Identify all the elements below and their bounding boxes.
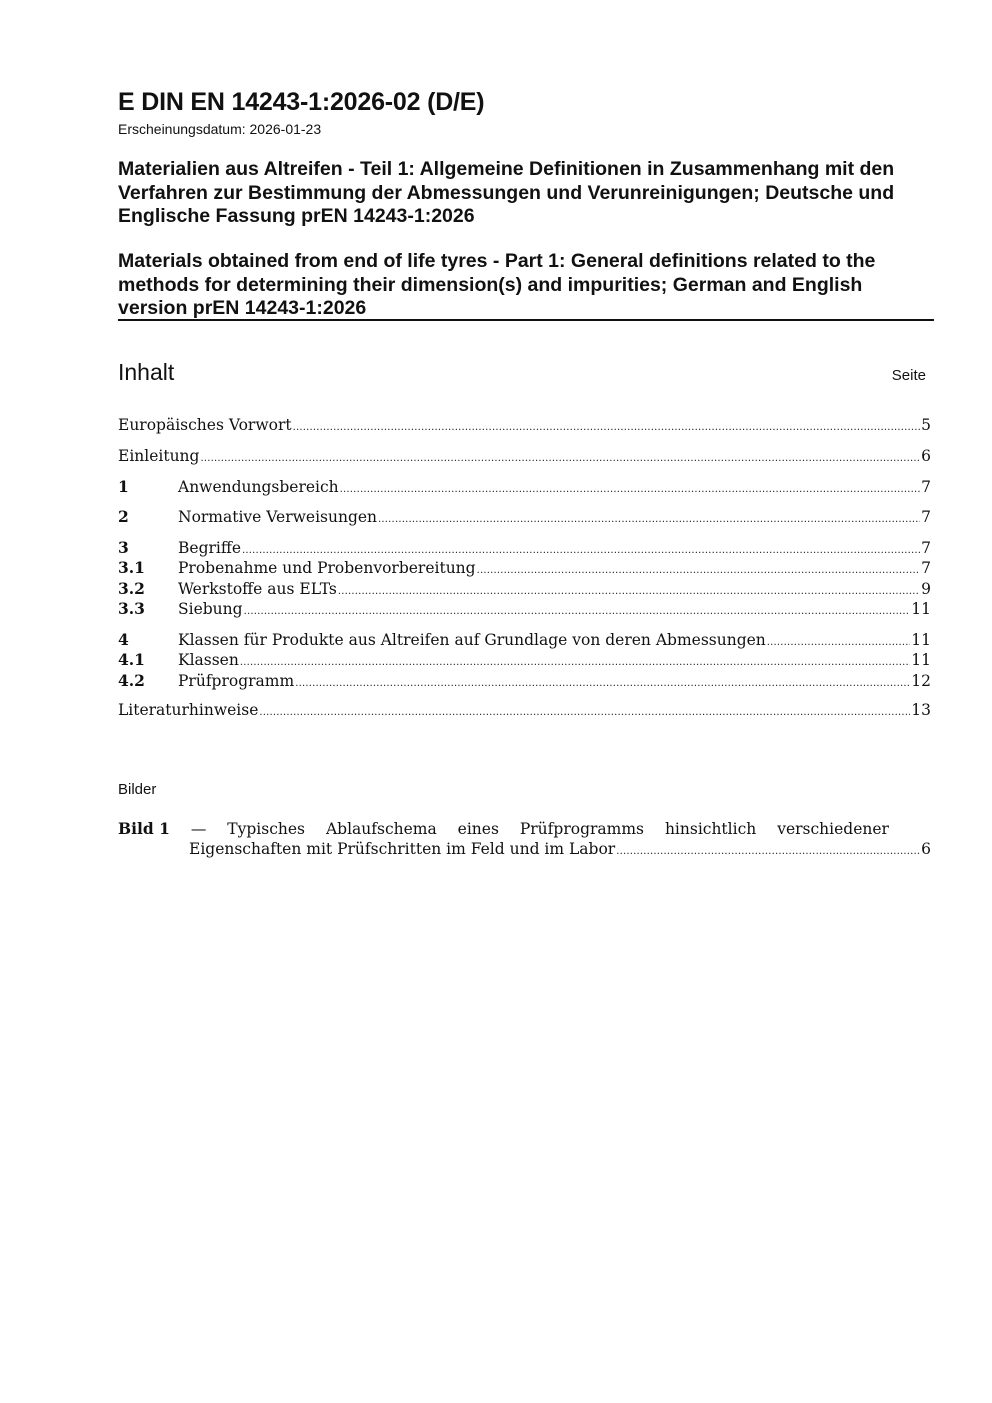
figures-heading: Bilder [118,781,157,798]
figure-caption-word: Prüfprogramms [519,820,644,838]
figure-leader-dots [616,847,920,857]
toc-leader-dots [378,515,920,525]
toc-entry-page: 7 [921,559,931,577]
toc-entry[interactable] [118,579,931,601]
figure-caption-word: Typisches [227,820,306,838]
figure-caption-word: eines [457,820,499,838]
toc-leader-dots [338,587,920,597]
toc-entry[interactable] [118,507,931,529]
toc-entry[interactable] [118,558,931,580]
toc-leader-dots [244,607,911,617]
toc-entry-title: Klassen [178,651,239,669]
title-german: Materialien aus Altreifen - Teil 1: Allgemeine Definitionen in Zusammenhang mit den Verfahren zur Bestimmung der Abmessungen und Verunreinigungen; Deutsche und Englische Fassung prEN 14243-1:2026 [118,158,895,227]
toc-entry-title: Siebung [178,600,243,618]
figure-caption-line: Eigenschaften mit Prüfschritten im Feld und im Labor [189,840,616,858]
figure-entry[interactable] [118,819,889,841]
toc-leader-dots [200,454,920,464]
toc-entry[interactable] [118,477,931,499]
toc-entry-page: 11 [911,631,931,649]
toc-entry-number: 3.2 [118,579,145,598]
toc-entry-title: Klassen für Produkte aus Altreifen auf Grundlage von deren Abmessungen [178,631,766,649]
toc-entry[interactable] [118,538,931,560]
toc-heading: Inhalt [118,359,175,385]
toc-entry-page: 13 [911,701,931,719]
toc-entry-number: 2 [118,507,129,526]
title-english: Materials obtained from end of life tyres - Part 1: General definitions related to the methods for determining their dimension(s) and impurities; German and English version prEN 14243-1:2026 [118,250,876,319]
toc-entry[interactable] [118,416,931,438]
toc-entry[interactable] [118,671,931,693]
toc-leader-dots [240,658,910,668]
figure-page: 6 [921,840,931,858]
toc-entry-number: 4.2 [118,671,145,690]
toc-entry-page: 5 [921,416,931,434]
toc-entry-number: 3.3 [118,599,145,618]
toc-entry-number: 1 [118,477,129,496]
toc-entry-page: 12 [911,672,931,690]
toc-entry-page: 7 [921,539,931,557]
toc-leader-dots [477,566,921,576]
toc-leader-dots [293,423,921,433]
toc-leader-dots [242,546,920,556]
toc-entry-page: 7 [921,508,931,526]
toc-entry[interactable] [118,650,931,672]
figure-caption-word: Ablaufschema [325,820,437,838]
toc-page-heading: Seite [891,367,926,384]
figure-caption-word: hinsichtlich [664,820,757,838]
figure-entry-continuation[interactable] [189,840,931,862]
toc-entry[interactable] [118,599,931,621]
toc-entry-title: Prüfprogramm [178,672,295,690]
toc-entry-title: Normative Verweisungen [178,508,378,526]
toc-entry[interactable] [118,630,931,652]
toc-entry-page: 11 [911,651,931,669]
publication-date: Erscheinungsdatum: 2026-01-23 [118,121,322,137]
figure-label: Bild 1 [118,819,170,838]
toc-entry-page: 6 [921,447,931,465]
toc-entry-page: 11 [911,600,931,618]
toc-entry-number: 4 [118,630,129,649]
toc-entry-title: Europäisches Vorwort [118,416,292,434]
toc-entry[interactable] [118,701,931,723]
toc-entry-page: 7 [921,478,931,496]
toc-entry-title: Probenahme und Probenvorbereitung [178,559,476,577]
toc-leader-dots [295,679,910,689]
title-divider [118,319,934,321]
toc-entry-number: 3 [118,538,129,557]
toc-entry-title: Begriffe [178,539,242,557]
figure-caption-word: verschiedener [777,820,889,838]
figure-dash: — [190,820,207,838]
toc-leader-dots [767,638,910,648]
toc-entry-page: 9 [921,580,931,598]
toc-entry[interactable] [118,447,931,469]
document-id: E DIN EN 14243-1:2026-02 (D/E) [118,88,485,116]
toc-entry-title: Werkstoffe aus ELTs [178,580,337,598]
toc-leader-dots [340,485,920,495]
toc-entry-title: Literaturhinweise [118,701,259,719]
toc-entry-title: Anwendungsbereich [178,478,339,496]
toc-entry-title: Einleitung [118,447,200,465]
toc-entry-number: 4.1 [118,650,145,669]
toc-entry-number: 3.1 [118,558,145,577]
toc-leader-dots [259,708,910,718]
